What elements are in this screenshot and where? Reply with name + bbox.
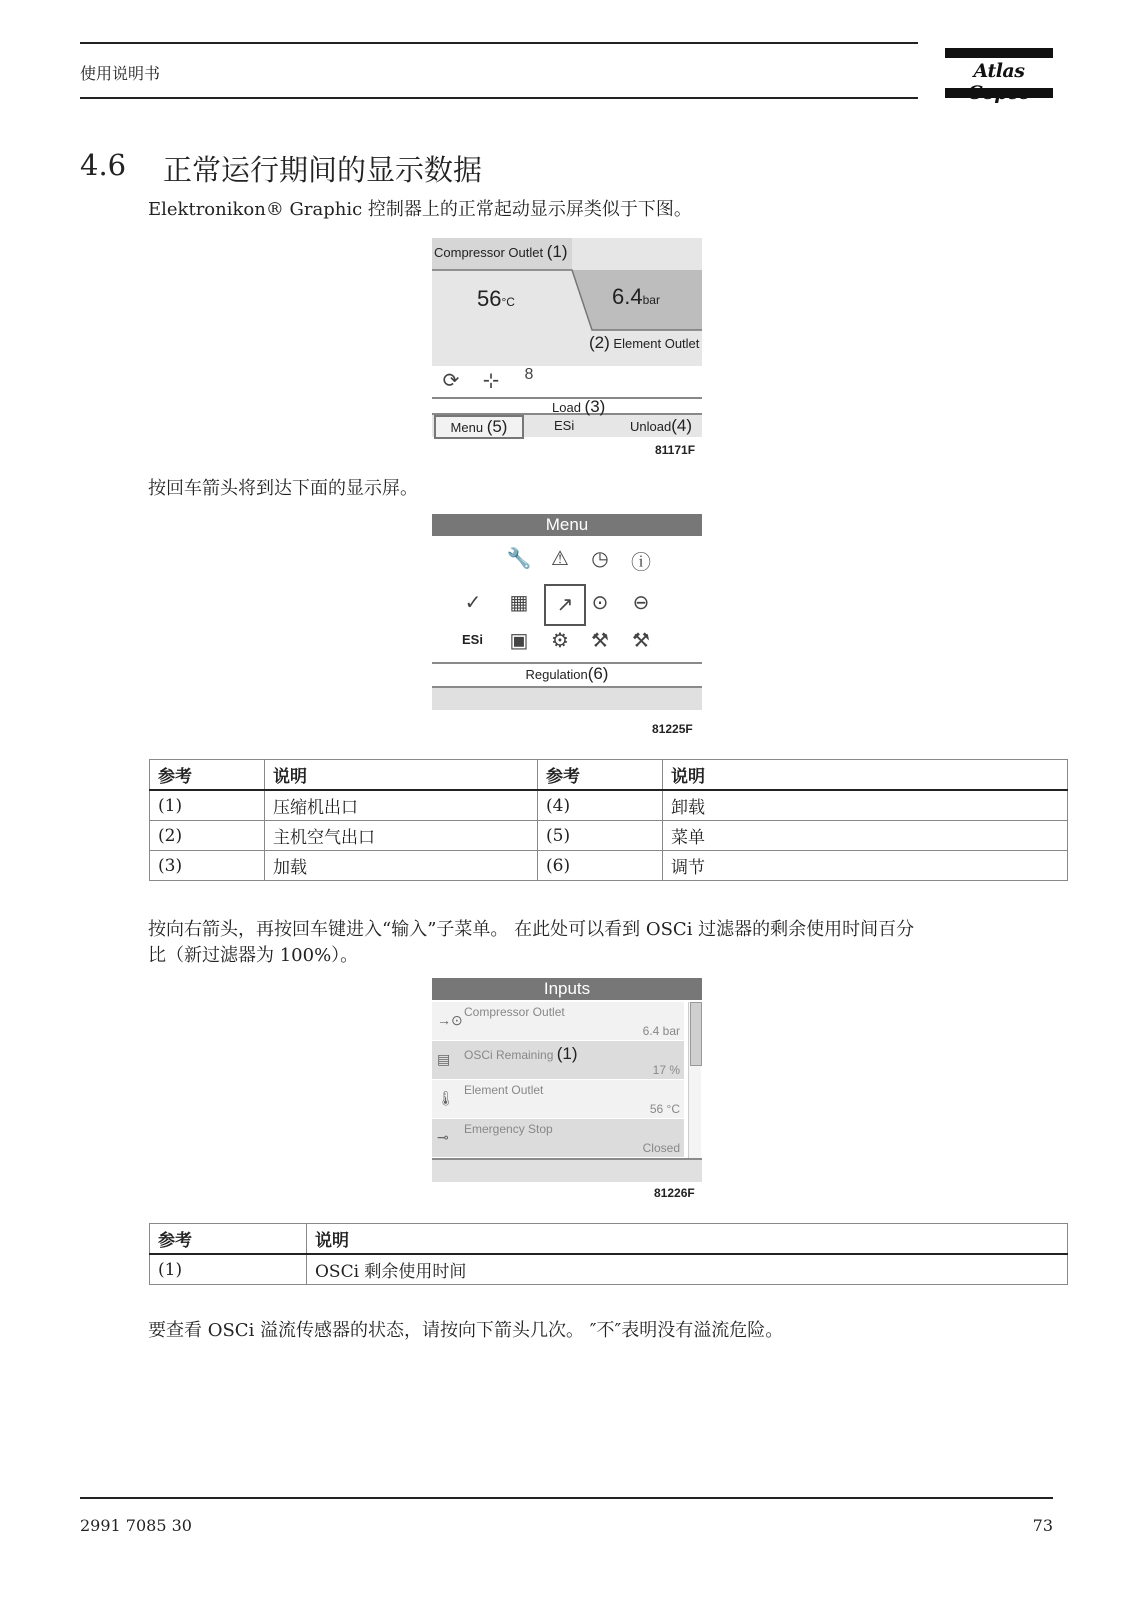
input-value: 56 °C [649, 1102, 680, 1116]
table-header-cell: 参考 [538, 760, 663, 791]
section-title: 正常运行期间的显示数据 [163, 153, 483, 187]
paragraph-3-line-1: 按向右箭头，再按回车键进入“输入”子菜单。 在此处可以看到 OSCi 过滤器的剩余使用时间百分 [148, 919, 915, 940]
figure-id-1: 81171F [655, 443, 696, 457]
page-number: 73 [1032, 1516, 1053, 1535]
load-status: Load (3) [552, 397, 606, 416]
temperature-readout: 56°C [477, 286, 515, 311]
info-icon[interactable]: ⓘ [631, 552, 651, 574]
table-header-cell: 说明 [307, 1224, 1068, 1255]
load-valve-icon: ⊹ [482, 370, 500, 392]
table-cell: (1) [150, 790, 265, 821]
main-screen-figure [432, 238, 702, 440]
inputs-screen-title: Inputs [432, 978, 702, 1000]
input-value: 6.4 bar [642, 1024, 680, 1038]
table-row [150, 790, 1068, 821]
reference-table-1 [149, 759, 1068, 881]
element-outlet-label: (2) Element Outlet [589, 333, 700, 352]
header-rule-top [80, 42, 918, 44]
fan-icon: 8 [524, 366, 534, 383]
scrollbar[interactable] [688, 1002, 701, 1158]
emergency-stop-icon: ⊸ [437, 1129, 449, 1145]
input-value: 17 % [652, 1063, 680, 1077]
header-rule-bottom [80, 97, 918, 99]
table-cell: (6) [538, 851, 663, 881]
counter-icon[interactable]: ▦ [509, 592, 529, 614]
footer-rule [80, 1497, 1053, 1499]
unload-button[interactable]: Unload(4) [630, 416, 692, 435]
table-header-cell: 说明 [663, 760, 1068, 791]
paragraph-2: 按回车箭头将到达下面的显示屏。 [148, 478, 418, 499]
figure-id-3: 81226F [654, 1186, 695, 1200]
warning-icon[interactable]: ⚠ [551, 548, 569, 570]
input-label: Compressor Outlet [464, 1005, 565, 1019]
table-cell: 主机空气出口 [265, 821, 538, 851]
settings-icon[interactable]: ⚙ [551, 630, 569, 652]
wrench-icon[interactable]: 🔧 [506, 548, 532, 570]
menu-screen-title: Menu [432, 514, 702, 536]
list-item[interactable] [432, 1002, 684, 1040]
table-header-row [150, 1224, 1068, 1255]
input-label: Emergency Stop [464, 1122, 553, 1136]
arrow-in-icon[interactable]: ⊙ [591, 592, 609, 614]
input-value: Closed [642, 1141, 680, 1155]
list-item[interactable] [432, 1119, 684, 1157]
service-check-icon[interactable]: ✓ [464, 592, 482, 614]
thermometer-icon: 🌡 [437, 1090, 455, 1106]
regulation-label: Regulation(6) [525, 664, 609, 683]
table-header-cell: 说明 [265, 760, 538, 791]
table-cell: (3) [150, 851, 265, 881]
tools-icon[interactable]: ⚒ [632, 630, 650, 652]
menu-screen-figure [432, 514, 702, 718]
test-icon[interactable]: ⚒ [591, 630, 609, 652]
header-label: 使用说明书 [80, 64, 161, 83]
esi-menu-item[interactable]: ESi [462, 632, 483, 647]
table-cell: (4) [538, 790, 663, 821]
table-cell: (5) [538, 821, 663, 851]
paragraph-3-line-2: 比（新过滤器为 100%）。 [148, 945, 359, 966]
figure-id-2: 81225F [652, 722, 693, 736]
paragraph-4: 要查看 OSCi 溢流传感器的状态，请按向下箭头几次。 ″不″表明没有溢流危险。 [148, 1320, 784, 1341]
table-cell: 卸载 [663, 790, 1068, 821]
inputs-footer-bar [432, 1158, 702, 1182]
input-label: OSCi Remaining (1) [464, 1044, 578, 1063]
list-item[interactable] [432, 1041, 684, 1079]
table-cell: 加载 [265, 851, 538, 881]
list-item[interactable] [432, 1080, 684, 1118]
input-label: Element Outlet [464, 1083, 544, 1097]
regulation-icon[interactable]: ↗ [544, 584, 586, 626]
table-header-cell: 参考 [150, 1224, 307, 1255]
logo-text: Atlas [973, 60, 1025, 82]
esi-button[interactable]: ESi [554, 418, 575, 433]
table-row [150, 851, 1068, 881]
section-number: 4.6 [80, 148, 127, 182]
compressor-outlet-icon: →⊙ [437, 1012, 463, 1028]
scrollbar-thumb[interactable] [690, 1002, 702, 1066]
table-row [150, 821, 1068, 851]
document-number: 2991 7085 30 [80, 1516, 192, 1535]
osci-icon: ▤ [437, 1051, 451, 1067]
reference-table-2 [149, 1223, 1068, 1285]
table-header-cell: 参考 [150, 760, 265, 791]
pressure-readout: 6.4bar [612, 284, 660, 309]
arrow-out-icon[interactable]: ⊖ [632, 592, 650, 614]
save-icon[interactable]: ▣ [509, 630, 529, 652]
timer-icon[interactable]: ◷ [591, 548, 609, 570]
motor-running-icon: ⟳ [442, 370, 460, 392]
atlas-copco-logo [945, 48, 1053, 100]
table-header-row [150, 760, 1068, 791]
table-cell: 菜单 [663, 821, 1068, 851]
inputs-screen-figure [432, 978, 702, 1184]
table-cell: OSCi 剩余使用时间 [307, 1254, 1068, 1285]
table-cell: (1) [150, 1254, 307, 1285]
compressor-outlet-label: Compressor Outlet (1) [434, 242, 568, 261]
intro-paragraph: Elektronikon® Graphic 控制器上的正常起动显示屏类似于下图。 [148, 199, 692, 220]
table-cell: 压缩机出口 [265, 790, 538, 821]
table-row [150, 1254, 1068, 1285]
table-cell: (2) [150, 821, 265, 851]
menu-footer-bar [432, 686, 702, 710]
table-cell: 调节 [663, 851, 1068, 881]
menu-button[interactable]: Menu (5) [434, 415, 524, 439]
